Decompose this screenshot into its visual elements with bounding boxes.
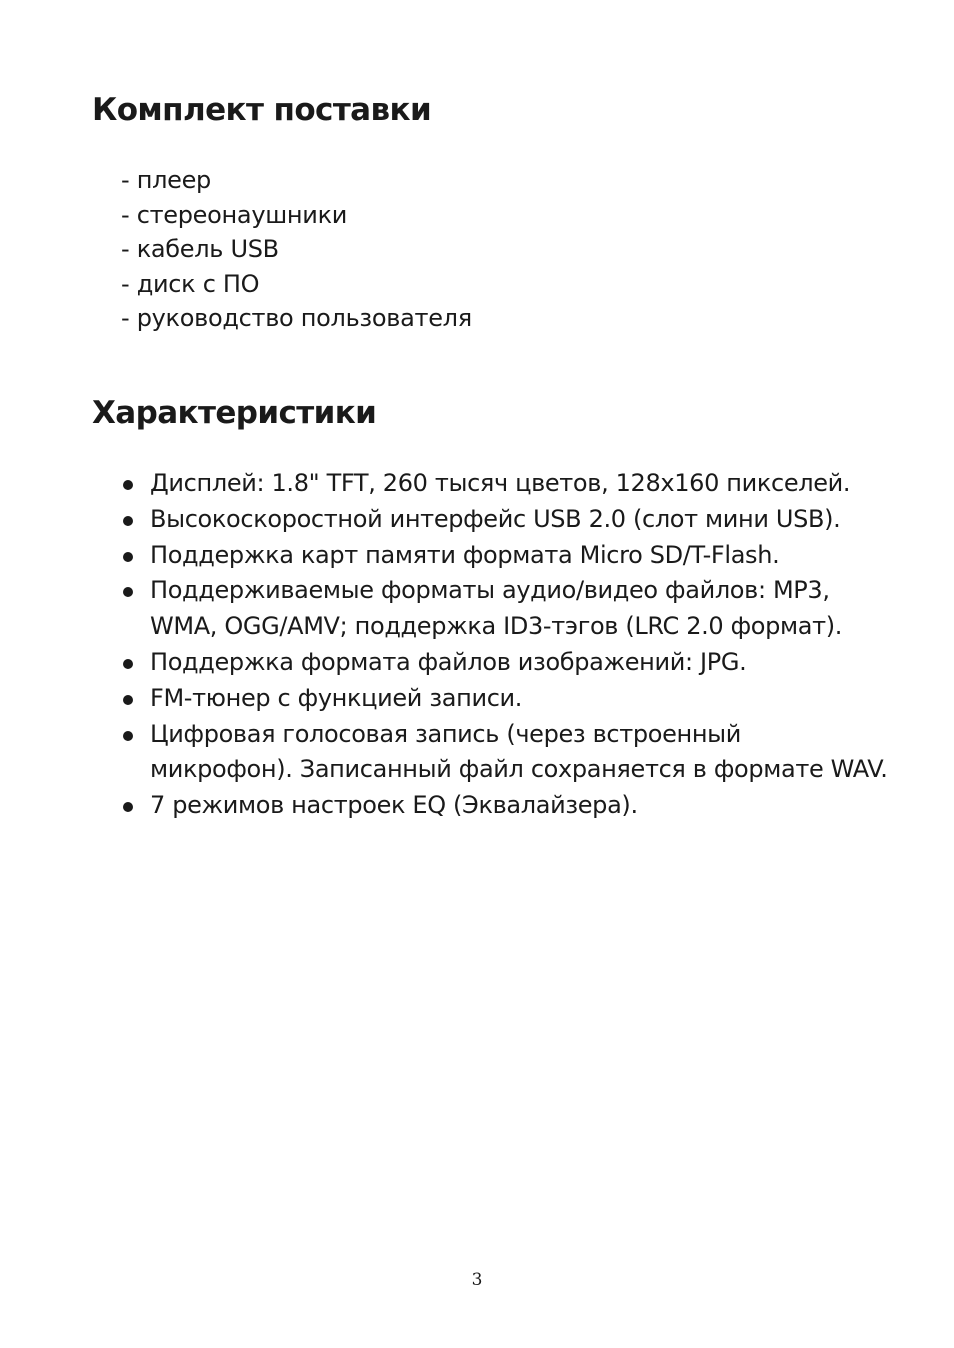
list-item-text: Высокоскоростной интерфейс USB 2.0 (слот мини USB). xyxy=(150,504,841,533)
list-item xyxy=(120,645,920,681)
bullet-dot-icon xyxy=(123,802,133,812)
list-item-text: Дисплей: 1.8" TFT, 260 тысяч цветов, 128x160 пикселей. xyxy=(150,469,851,497)
bullet-dot-icon xyxy=(123,516,133,526)
list-item-text: Поддерживаемые форматы аудио/видео файлов: MP3, xyxy=(150,576,830,605)
list-item-text: Цифровая голосовая запись (через встроенный xyxy=(150,719,742,748)
bullet-dot-icon xyxy=(123,480,133,490)
list-item-text: 7 режимов настроек EQ (Эквалайзера). xyxy=(150,791,638,820)
package-contents-list xyxy=(121,163,472,336)
bullet-dot-icon xyxy=(123,659,133,669)
list-item xyxy=(120,502,920,538)
list-item xyxy=(120,573,920,645)
bullet-dot-icon xyxy=(123,587,133,597)
package-contents-heading: Комплект поставки xyxy=(92,92,432,128)
list-item-text-continued: WMA, OGG/AMV; поддержка ID3-тэгов (LRC 2.0 формат). xyxy=(150,612,843,641)
list-item: - плеер xyxy=(121,166,211,194)
list-item: - кабель USB xyxy=(121,235,279,263)
list-item xyxy=(120,681,920,717)
list-item-text: Поддержка карт памяти формата Micro SD/T-Flash. xyxy=(150,540,780,569)
list-item xyxy=(120,466,920,502)
list-item: - диск с ПО xyxy=(121,269,260,298)
page-number: 3 xyxy=(471,1270,483,1290)
list-item-text: Поддержка формата файлов изображений: JPG. xyxy=(150,647,747,676)
list-item xyxy=(120,717,920,789)
bullet-dot-icon xyxy=(123,731,133,741)
list-item-text: FM-тюнер с функцией записи. xyxy=(150,683,523,712)
bullet-dot-icon xyxy=(123,695,133,705)
list-item-text-continued: микрофон). Записанный файл сохраняется в формате WAV. xyxy=(150,755,888,784)
list-item: - руководство пользователя xyxy=(121,304,472,332)
list-item: - стереонаушники xyxy=(121,200,348,229)
bullet-dot-icon xyxy=(123,552,133,562)
list-item xyxy=(120,538,920,574)
list-item xyxy=(120,788,920,824)
specifications-heading: Характеристики xyxy=(92,395,377,431)
specifications-list xyxy=(120,466,920,824)
